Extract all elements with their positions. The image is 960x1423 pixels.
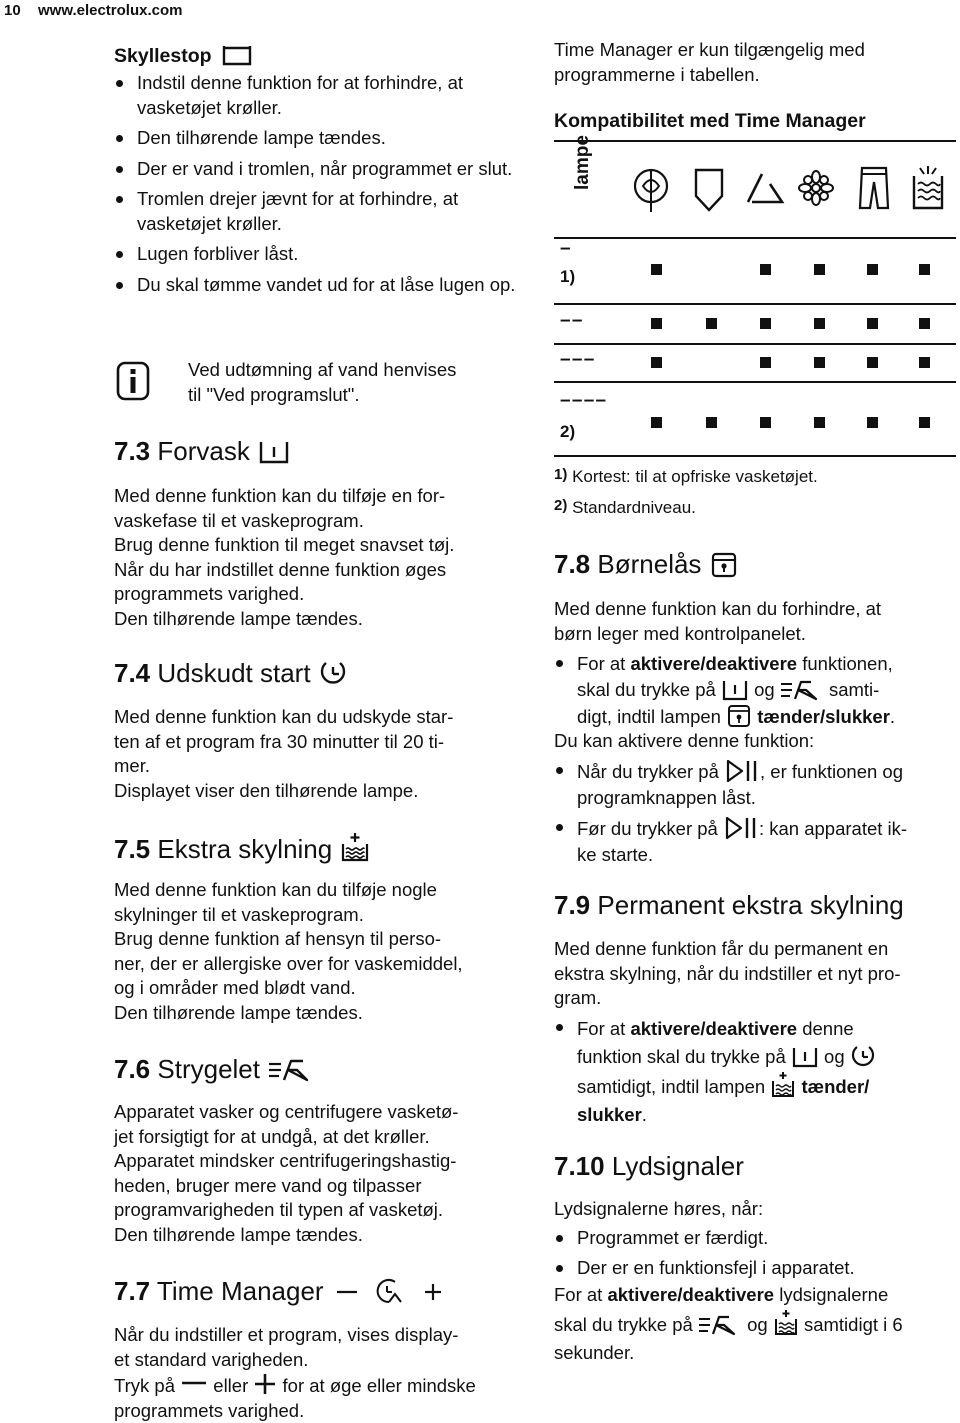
section-title: Time Manager (157, 1276, 324, 1306)
section-title: Skyllestop (114, 45, 212, 67)
compat-mark (706, 417, 717, 428)
section-number: 7.3 (114, 436, 150, 466)
compat-mark (814, 318, 825, 329)
text-line: Du kan aktivere denne funktion: (554, 729, 814, 754)
text-line: Den tilhørende lampe tændes. (114, 607, 524, 632)
text-line: ekstra skylning, når du indstiller et nyt pro- (554, 962, 960, 987)
compat-mark (651, 318, 662, 329)
section-number: 7.7 (114, 1276, 150, 1306)
section-title: Ekstra skylning (157, 834, 332, 864)
text-line: Brug denne funktion til meget snavset tøj. (114, 533, 524, 558)
text-line: et standard varigheden. (114, 1348, 534, 1373)
list-item: Indstil denne funktion for at forhindre, at vasketøjet krøller. (114, 71, 524, 120)
info-line: til "Ved programslut". (188, 383, 528, 408)
text-line: Den tilhørende lampe tændes. (114, 1001, 524, 1026)
lamp-column-header: lampe (572, 110, 594, 190)
compat-mark (760, 264, 771, 275)
text-line: programvarigheden til typen af vasketøj. (114, 1198, 524, 1223)
compat-mark (706, 318, 717, 329)
section-7-9-heading (554, 890, 904, 920)
compat-mark (919, 318, 930, 329)
compat-mark (651, 264, 662, 275)
section-7-8-list-2 (554, 758, 960, 868)
row-label: – (560, 238, 571, 260)
compat-mark (919, 264, 930, 275)
compat-mark (867, 357, 878, 368)
list-item: Lugen forbliver låst. (114, 242, 524, 267)
section-number: 7.5 (114, 834, 150, 864)
minus-icon (180, 1376, 208, 1390)
page-number: 10 (4, 2, 21, 19)
section-7-8-body (554, 597, 956, 646)
compat-mark (760, 417, 771, 428)
plus-icon (253, 1372, 277, 1396)
text-line: programmets varighed. (114, 582, 524, 607)
compat-mark (651, 357, 662, 368)
table-note: 2) Standardniveau. (554, 495, 696, 519)
text-line: Apparatet mindsker centrifugeringshastig- (114, 1149, 524, 1174)
section-7-4-body (114, 705, 524, 803)
section-number: 7.8 (554, 549, 590, 579)
easy-iron-icon (267, 1056, 317, 1084)
list-item: Den tilhørende lampe tændes. (114, 126, 524, 151)
extra-rinse-icon (339, 832, 371, 864)
section-number: 7.4 (114, 658, 150, 688)
list-item: Der er vand i tromlen, når programmet er slut. (114, 157, 524, 182)
list-item: Før du trykker på : kan apparatet ik- ke starte. (554, 815, 960, 868)
extra-rinse-icon (773, 1309, 799, 1337)
list-item: Du skal tømme vandet ud for at låse lugen op. (114, 273, 524, 298)
prewash-icon (721, 678, 749, 702)
list-item: Der er en funktionsfejl i apparatet. (554, 1256, 960, 1281)
text-line: børn leger med kontrolpanelet. (554, 622, 956, 647)
text-line: Når du har indstillet denne funktion øges (114, 558, 524, 583)
compat-mark (867, 318, 878, 329)
text-line: mer. (114, 754, 524, 779)
section-7-7-body (114, 1323, 534, 1423)
row-label: – – – (560, 349, 592, 371)
text-line: og i områder med blødt vand. (114, 976, 524, 1001)
section-7-8-list (554, 651, 960, 730)
header-url: www.electrolux.com (38, 2, 183, 19)
section-number: 7.6 (114, 1054, 150, 1084)
compat-mark (814, 264, 825, 275)
text-line: jet forsigtigt for at undgå, at det krøller. (114, 1125, 524, 1150)
list-item: Når du trykker på , er funktionen og programknappen låst. (554, 758, 960, 811)
text-line: Med denne funktion kan du udskyde star- (114, 705, 524, 730)
text-line: Når du indstiller et program, vises display- (114, 1323, 534, 1348)
section-7-5-body (114, 878, 524, 1025)
text-line: Med denne funktion kan du tilføje nogle (114, 878, 524, 903)
text-line: Tryk på eller for at øge eller mindske (114, 1372, 534, 1399)
start-pause-icon (723, 815, 759, 841)
text-line: Apparatet vasker og centrifugere vasketø- (114, 1100, 524, 1125)
text-line: For at aktivere/deaktivere lydsignalerne (554, 1281, 960, 1309)
list-item: For at aktivere/deaktivere funktionen, skal du trykke på og samti- digt, indtil lampen tænder/slukker. (554, 651, 960, 730)
section-7-8-heading (554, 549, 739, 579)
section-7-6-heading (114, 1054, 317, 1084)
text-line: Lydsignalerne høres, når: (554, 1197, 763, 1222)
compat-mark (867, 417, 878, 428)
section-number: 7.10 (554, 1151, 605, 1181)
start-pause-icon (724, 758, 760, 784)
compat-mark (919, 357, 930, 368)
text-line: programmets varighed. (114, 1399, 534, 1423)
text-line: Brug denne funktion af hensyn til perso- (114, 927, 524, 952)
section-title: Permanent ekstra skylning (597, 890, 903, 920)
text-line: skal du trykke på og samtidigt i 6 (554, 1309, 960, 1339)
text-line: Displayet viser den tilhørende lampe. (114, 779, 524, 804)
compat-mark (760, 357, 771, 368)
section-title: Børnelås (597, 549, 701, 579)
text-line: heden, bruger mere vand og tilpasser (114, 1174, 524, 1199)
info-line: Ved udtømning af vand henvises (188, 358, 528, 383)
text-line: Med denne funktion kan du tilføje en for- (114, 484, 524, 509)
easy-iron-icon (780, 678, 824, 702)
section-7-7-heading (114, 1276, 451, 1306)
easy-iron-icon (698, 1313, 742, 1337)
compat-mark (814, 417, 825, 428)
section-7-3-body (114, 484, 524, 631)
compat-mark (760, 318, 771, 329)
table-note: 1) Kortest: til at opfriske vasketøjet. (554, 464, 818, 488)
delay-clock-icon (850, 1043, 876, 1069)
text-line: Med denne funktion får du permanent en (554, 937, 960, 962)
child-lock-icon (726, 703, 752, 729)
text-line: sekunder. (554, 1339, 960, 1367)
row-label: – – – – (560, 390, 604, 412)
time-manager-icons (331, 1276, 451, 1306)
section-7-10-heading (554, 1151, 744, 1181)
extra-rinse-icon (770, 1071, 796, 1099)
section-title: Lydsignaler (612, 1151, 744, 1181)
compat-mark (867, 264, 878, 275)
compat-mark (651, 417, 662, 428)
child-lock-icon (709, 549, 739, 579)
text-line: gram. (554, 986, 960, 1011)
row-label: – – (560, 310, 580, 332)
table-title: Kompatibilitet med Time Manager (554, 109, 866, 133)
list-item: Tromlen drejer jævnt for at forhindre, at vasketøjet krøller. (114, 187, 524, 236)
text-line: ner, der er allergiske over for vaskemiddel, (114, 952, 524, 977)
section-7-9-list (554, 1015, 960, 1129)
text-line: Den tilhørende lampe tændes. (114, 1223, 524, 1248)
text-line: Time Manager er kun tilgængelig med (554, 38, 956, 63)
text-line: programmerne i tabellen. (554, 63, 956, 88)
section-7-10-body (554, 1281, 960, 1367)
text-line: Med denne funktion kan du forhindre, at (554, 597, 956, 622)
text-line: vaskefase til et vaskeprogram. (114, 509, 524, 534)
section-7-10-list (554, 1226, 960, 1280)
section-7-5-heading (114, 832, 371, 864)
delay-clock-icon (318, 658, 348, 688)
list-item: For at aktivere/deaktivere denne funktion skal du trykke på og samtidigt, indtil lampen tænder/ slukker. (554, 1015, 960, 1129)
compat-mark (814, 357, 825, 368)
section-title: Udskudt start (157, 658, 310, 688)
row-note-mark: 2) (560, 421, 575, 443)
section-7-9-body (554, 937, 960, 1011)
section-7-6-body (114, 1100, 524, 1247)
section-title: Strygelet (157, 1054, 260, 1084)
list-item: Programmet er færdigt. (554, 1226, 960, 1251)
section-title: Forvask (157, 436, 249, 466)
row-note-mark: 1) (560, 266, 575, 288)
section-number: 7.9 (554, 890, 590, 920)
prewash-icon (791, 1045, 819, 1069)
text-line: ten af et program fra 30 minutter til 20 ti- (114, 730, 524, 755)
table-marks (0, 0, 960, 470)
compat-mark (919, 417, 930, 428)
section-7-4-heading (114, 658, 348, 688)
text-line: skylninger til et vaskeprogram. (114, 903, 524, 928)
